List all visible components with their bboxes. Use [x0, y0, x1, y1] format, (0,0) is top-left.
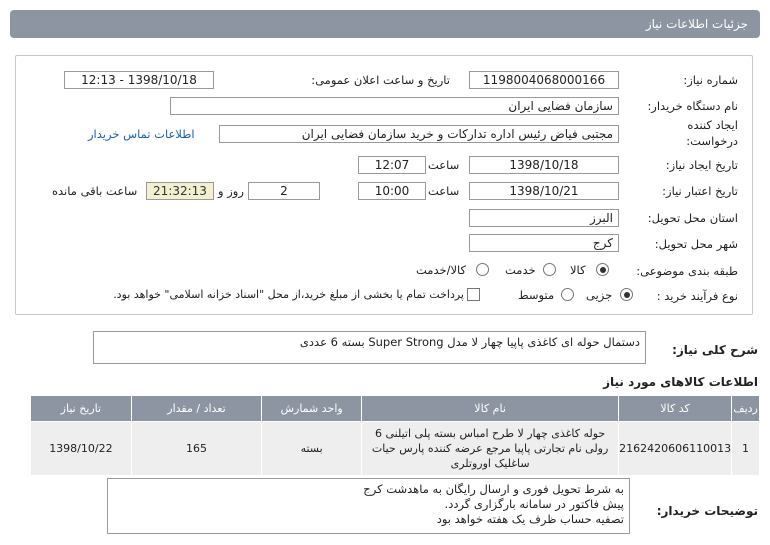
buyer-notes-field: به شرط تحویل فوری و ارسال رایگان به ماهدشت کرج پیش فاکتور در سامانه بارگزاری گردد. تصفیه حساب ظرف یک هفته خواهد بود: [107, 478, 630, 534]
page-header: [10, 10, 760, 38]
cell-name: حوله کاغذی چهار لا طرح امباس بسته پلی اتیلنی 6 رولی نام تجارتی پاپیا مرجع عرضه کننده پارس حیات ساغلیک اوروتلری: [362, 422, 619, 476]
category-service-radio[interactable]: [543, 263, 556, 276]
category-goods-label: کالا: [570, 263, 586, 277]
creator-field: مجتبی فیاض رئیس اداره تدارکات و خرید سازمان فضایی ایران: [219, 125, 619, 143]
valid-time-field: 10:00: [358, 182, 426, 200]
col-header-unit: واحد شمارش: [262, 396, 362, 422]
need-number-label: شماره نیاز:: [683, 73, 738, 87]
cell-row: 1: [732, 422, 760, 476]
created-date-field: 1398/10/18: [469, 156, 619, 174]
valid-time-label: ساعت: [428, 184, 460, 198]
category-service-label: خدمت: [505, 263, 536, 277]
items-section-title: اطلاعات کالاهای مورد نیاز: [603, 375, 758, 389]
col-header-row: ردیف: [732, 396, 760, 422]
days-field: 2: [248, 182, 320, 200]
category-both-label: کالا/خدمت: [416, 263, 467, 277]
creator-label-1: ایجاد کننده: [687, 118, 738, 132]
col-header-date: تاریخ نیاز: [31, 396, 132, 422]
table-row: [31, 422, 760, 476]
cell-code: 2162420606110013: [619, 422, 732, 476]
category-label: طبقه بندی موضوعی:: [636, 264, 738, 278]
days-label: روز و: [218, 184, 244, 198]
cell-unit: بسته: [262, 422, 362, 476]
province-field: البرز: [469, 209, 619, 227]
creator-label-2: درخواست:: [686, 134, 738, 148]
city-label: شهر محل تحویل:: [654, 237, 738, 251]
purchase-medium-label: متوسط: [518, 288, 555, 302]
purchase-minor-radio[interactable]: [620, 288, 633, 301]
need-number-field: 1198004068000166: [469, 71, 619, 89]
cell-date: 1398/10/22: [31, 422, 132, 476]
summary-field: دستمال حوله ای کاغذی پاپیا چهار لا مدل Super Strong بسته 6 عددی: [93, 331, 646, 364]
buyer-notes-label: توضیحات خریدار:: [656, 504, 758, 518]
col-header-qty: تعداد / مقدار: [131, 396, 261, 422]
purchase-type-label: نوع فرآیند خرید :: [656, 289, 738, 303]
buyer-contact-link[interactable]: اطلاعات تماس خریدار: [88, 127, 195, 141]
col-header-code: کد کالا: [619, 396, 732, 422]
page-title: جزئیات اطلاعات نیاز: [645, 17, 748, 31]
buyer-org-label: نام دستگاه خریدار:: [647, 99, 738, 113]
province-label: استان محل تحویل:: [647, 211, 738, 225]
created-time-field: 12:07: [358, 156, 426, 174]
items-table: [30, 395, 760, 476]
treasury-payment-checkbox[interactable]: [467, 288, 480, 301]
cell-qty: 165: [131, 422, 261, 476]
announce-datetime-label: تاریخ و ساعت اعلان عمومی:: [311, 73, 450, 87]
summary-label: شرح کلی نیاز:: [672, 343, 758, 357]
purchase-minor-label: جزیی: [586, 288, 613, 302]
valid-date-label: تاریخ اعتبار نیاز:: [662, 184, 738, 198]
remaining-time-label: ساعت باقی مانده: [52, 184, 138, 198]
purchase-medium-radio[interactable]: [561, 288, 574, 301]
announce-datetime-field: 1398/10/18 - 12:13: [64, 71, 214, 89]
city-field: کرج: [469, 234, 619, 252]
remaining-time-field: 21:32:13: [146, 182, 214, 200]
created-time-label: ساعت: [428, 158, 460, 172]
created-date-label: تاریخ ایجاد نیاز:: [665, 158, 738, 172]
valid-date-field: 1398/10/21: [469, 182, 619, 200]
category-goods-radio[interactable]: [596, 263, 609, 276]
category-both-radio[interactable]: [476, 263, 489, 276]
col-header-name: نام کالا: [362, 396, 619, 422]
buyer-org-field: سازمان فضایی ایران: [170, 97, 619, 115]
treasury-payment-note: پرداخت تمام یا بخشی از مبلغ خرید،از محل "اسناد خزانه اسلامی" خواهد بود.: [113, 288, 464, 301]
